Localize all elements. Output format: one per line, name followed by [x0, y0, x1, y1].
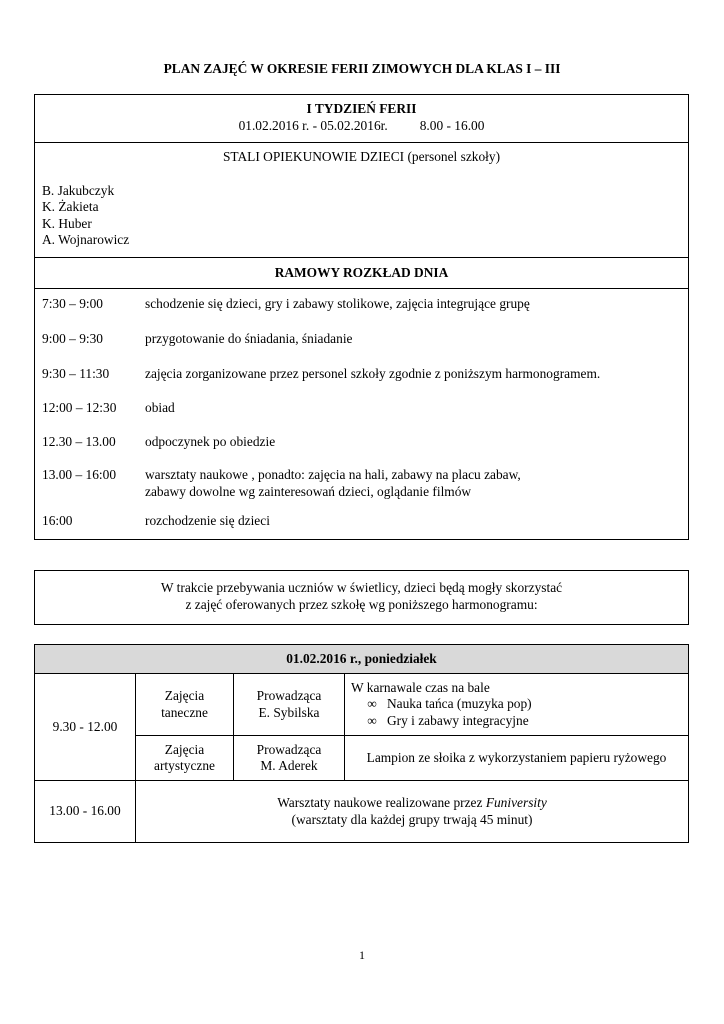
plan-item-desc-line: warsztaty naukowe , ponadto: zajęcia na hali, zabawy na placu zabaw, — [145, 467, 521, 482]
week-box — [34, 94, 689, 540]
plan-item-desc: obiad — [145, 400, 175, 415]
activity-leader-line: Prowadząca — [256, 741, 322, 757]
activity-table — [34, 644, 689, 843]
plan-item-time: 12:00 – 12:30 — [42, 400, 117, 415]
bullet-text: Gry i zabawy integracyjne — [387, 712, 529, 728]
plan-item — [42, 513, 681, 533]
day-header-row — [35, 645, 689, 674]
week-dates-line — [35, 118, 688, 135]
block2-desc-italic: Funiversity — [485, 795, 547, 810]
plan-item — [42, 366, 681, 400]
week-hours: 8.00 - 16.00 — [419, 117, 485, 133]
page-title: PLAN ZAJĘĆ W OKRESIE FERII ZIMOWYCH DLA KLAS I – III — [163, 61, 561, 76]
activity-leader-line: M. Aderek — [260, 758, 318, 773]
daily-plan-list — [35, 289, 688, 539]
activity-leader-line: Prowadząca — [256, 688, 322, 703]
table-row — [35, 781, 689, 843]
caregiver-name: K. Żakieta — [42, 199, 99, 214]
activity-leader-line: E. Sybilska — [258, 704, 320, 720]
caregivers-heading: STALI OPIEKUNOWIE DZIECI (personel szkoły) — [222, 149, 501, 164]
block2-desc — [136, 781, 689, 843]
week-heading: I TYDZIEŃ FERII — [306, 101, 417, 116]
bullet-text: Nauka tańca (muzyka pop) — [387, 696, 532, 712]
bullet-item — [351, 696, 688, 713]
caregiver-name: K. Huber — [42, 215, 92, 231]
block2-desc-line — [136, 795, 688, 812]
plan-item — [42, 331, 681, 366]
day-heading: 01.02.2016 r., poniedziałek — [35, 645, 689, 674]
plan-item — [42, 296, 681, 331]
plan-item-time: 7:30 – 9:00 — [42, 296, 104, 311]
activity-type-line: Zajęcia — [164, 688, 205, 703]
activity-type-line: Zajęcia — [164, 741, 205, 757]
plan-item-time: 9:00 – 9:30 — [42, 331, 104, 346]
plan-item-desc: odpoczynek po obiedzie — [145, 434, 276, 449]
activity-type-line: taneczne — [161, 704, 208, 720]
table-row — [35, 674, 689, 736]
block1-time: 9.30 - 12.00 — [35, 674, 136, 781]
block2-desc-line: (warsztaty dla każdej grupy trwają 45 minut) — [291, 811, 533, 827]
plan-item — [42, 434, 681, 467]
activity-leader — [234, 674, 345, 736]
caregivers-section — [35, 143, 688, 258]
plan-item-time: 9:30 – 11:30 — [42, 366, 110, 381]
activity-desc-heading: W karnawale czas na bale — [351, 679, 490, 695]
plan-item-desc: przygotowanie do śniadania, śniadanie — [145, 331, 353, 346]
plan-item-desc — [145, 467, 521, 513]
plan-item-desc: zajęcia zorganizowane przez personel szkoły zgodnie z poniższym harmonogramem. — [145, 366, 601, 381]
block2-time: 13.00 - 16.00 — [35, 781, 136, 843]
bullet-item — [351, 713, 688, 730]
caregiver-name: A. Wojnarowicz — [42, 232, 130, 247]
plan-item — [42, 400, 681, 434]
notice-line: W trakcie przebywania uczniów w świetlicy, dzieci będą mogły skorzystać — [160, 580, 563, 595]
week-dates: 01.02.2016 r. - 05.02.2016r. — [238, 117, 388, 133]
daily-plan-heading: RAMOWY ROZKŁAD DNIA — [274, 265, 449, 280]
notice-line: z zajęć oferowanych przez szkołę wg poniższego harmonogramu: — [185, 596, 538, 612]
activity-type — [136, 736, 234, 781]
caregiver-name: B. Jakubczyk — [42, 182, 115, 198]
plan-item-desc: schodzenie się dzieci, gry i zabawy stolikowe, zajęcia integrujące grupę — [145, 296, 530, 311]
week-section — [35, 95, 688, 143]
plan-item-time: 13.00 – 16:00 — [42, 467, 117, 482]
activity-desc: Lampion ze słoika z wykorzystaniem papieru ryżowego — [345, 736, 689, 781]
plan-item-desc-line: zabawy dowolne wg zainteresowań dzieci, oglądanie filmów — [145, 483, 472, 499]
page-number: 1 — [359, 948, 365, 962]
block2-desc-prefix: Warsztaty naukowe realizowane przez — [277, 795, 483, 810]
infinity-bullet-icon: ∞ — [367, 712, 377, 728]
plan-item-time: 12.30 – 13.00 — [42, 434, 116, 449]
plan-item — [42, 467, 681, 513]
plan-item-desc: rozchodzenie się dzieci — [145, 513, 270, 528]
daily-plan-heading-section — [35, 258, 688, 289]
activity-type-line: artystyczne — [154, 758, 215, 773]
activity-desc — [345, 674, 689, 736]
activity-leader — [234, 736, 345, 781]
plan-item-time: 16:00 — [42, 513, 73, 528]
infinity-bullet-icon: ∞ — [367, 696, 377, 712]
activity-table-wrapper — [34, 644, 689, 842]
notice-box — [34, 570, 689, 625]
activity-type — [136, 674, 234, 736]
